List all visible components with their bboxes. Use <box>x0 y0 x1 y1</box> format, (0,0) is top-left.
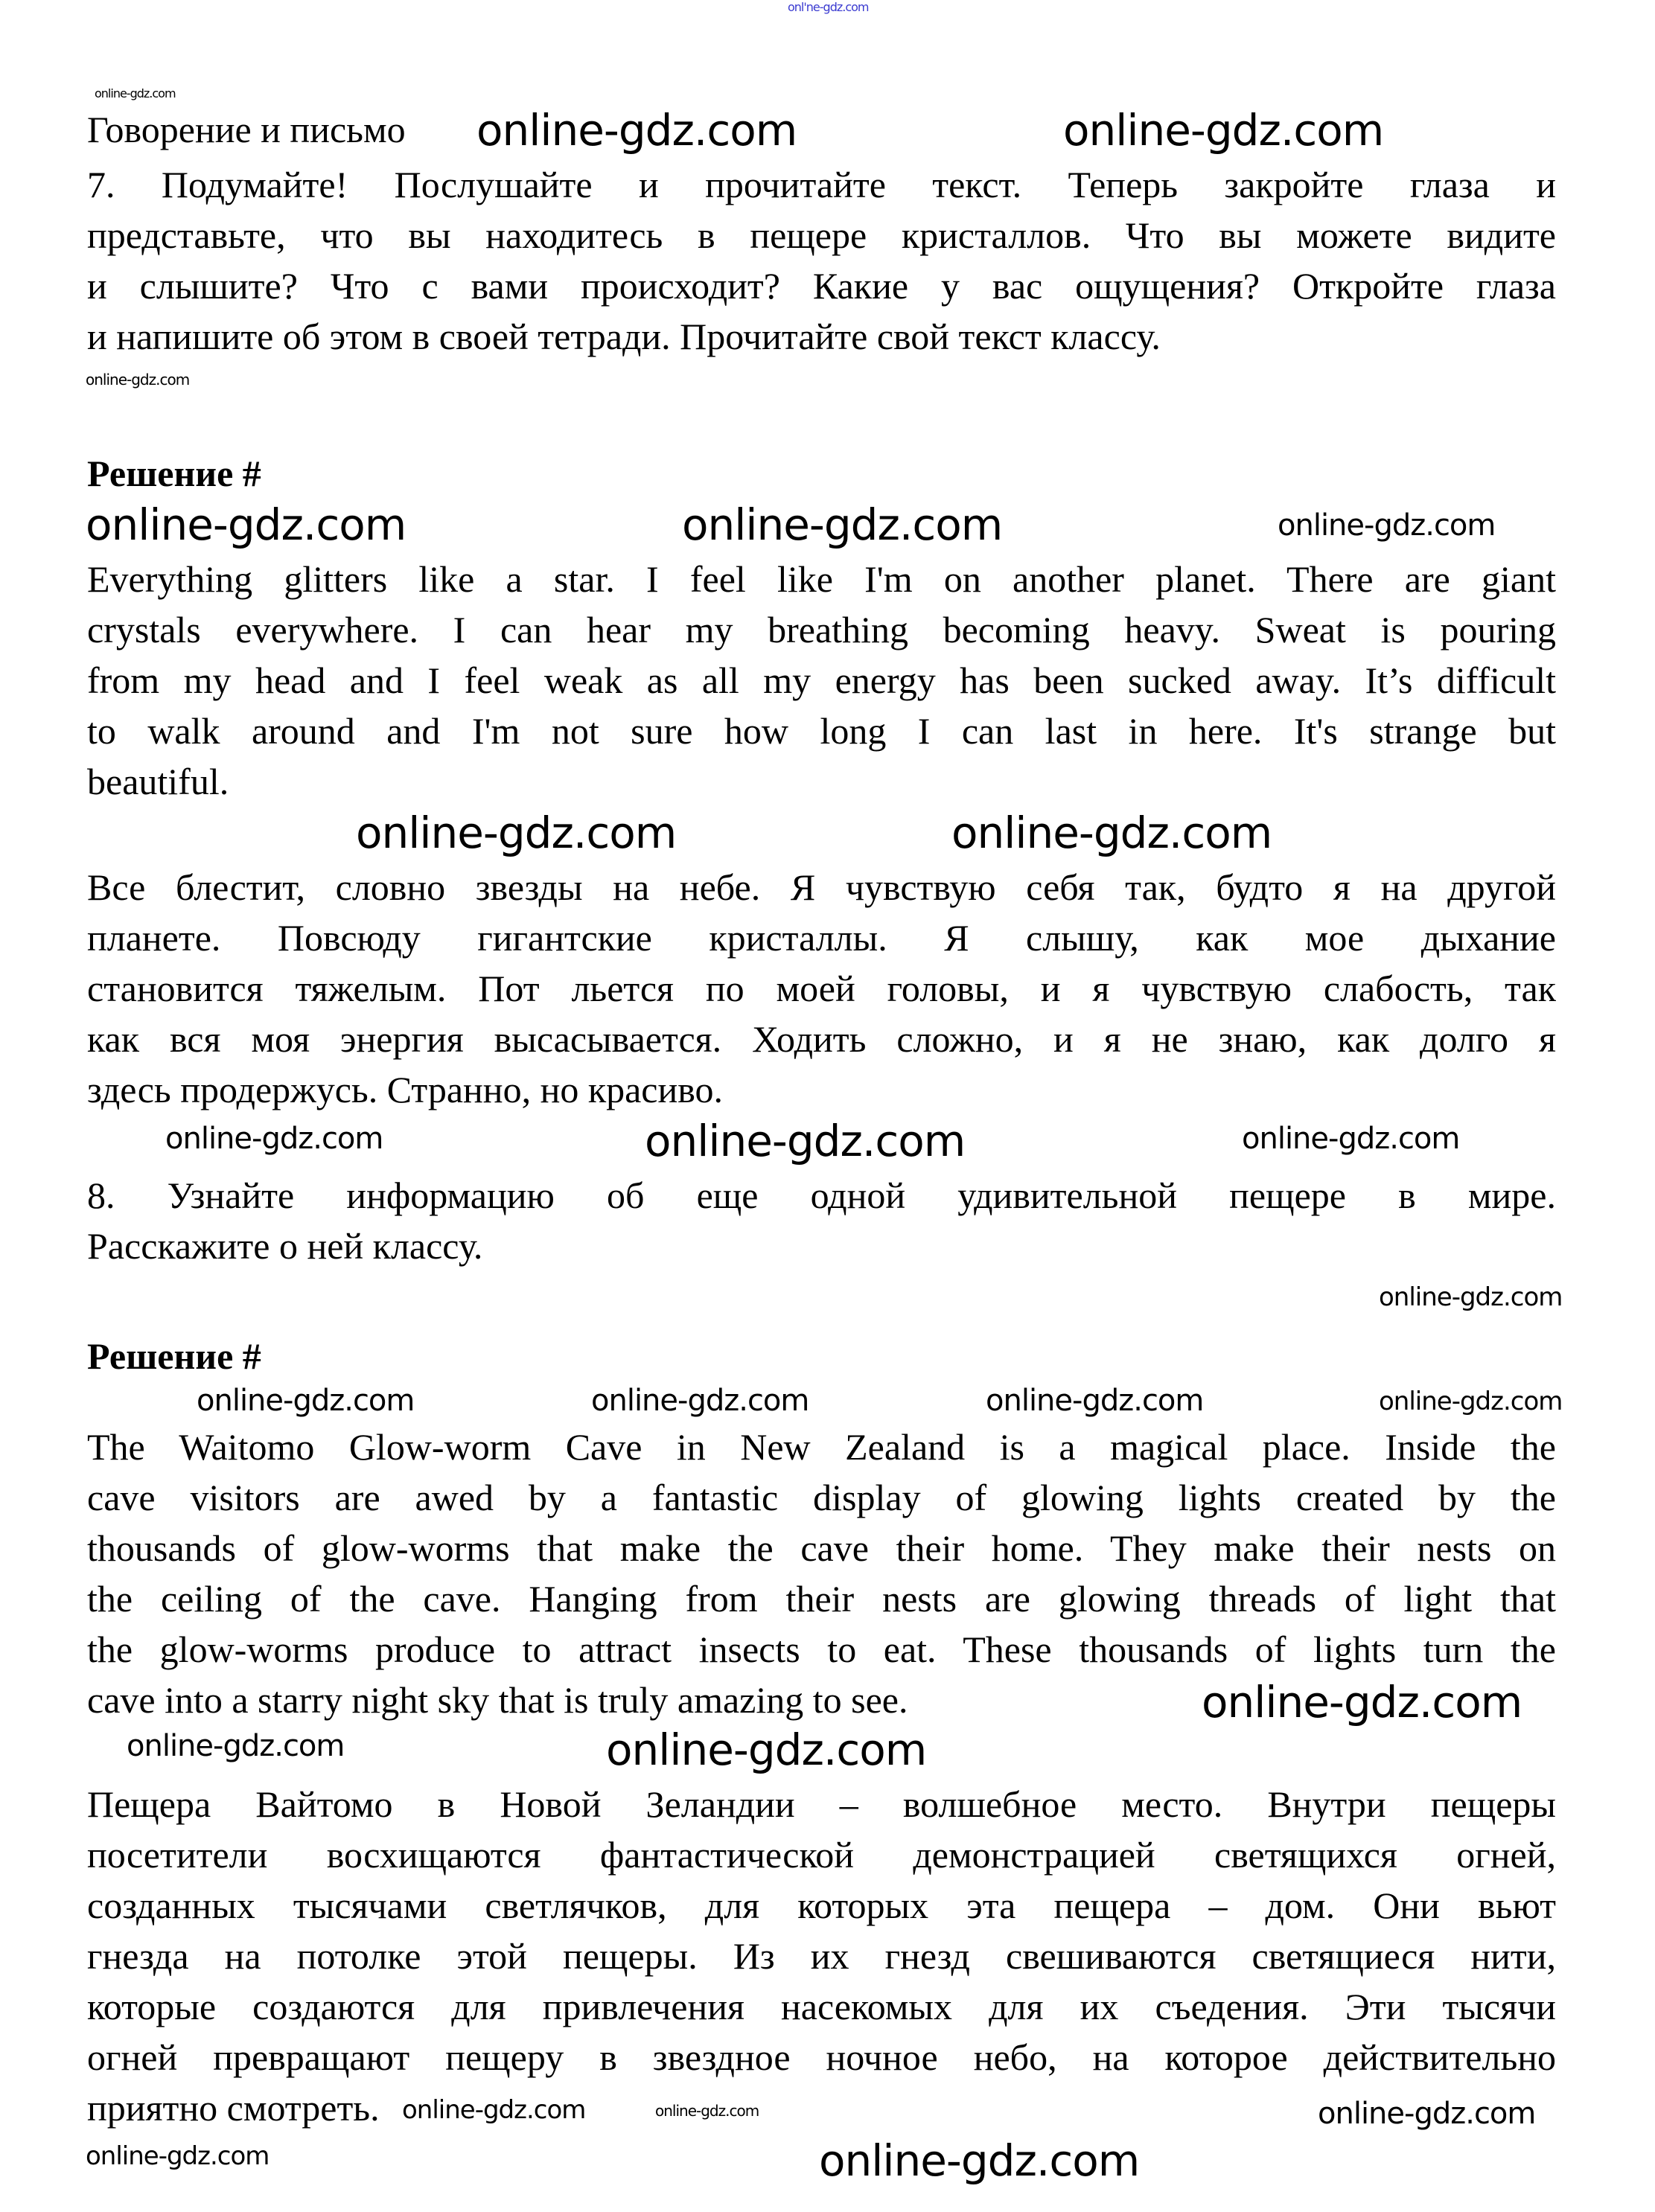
solution-7-heading: Решение # <box>87 453 261 494</box>
solution-7-english <box>87 554 1556 807</box>
watermark: online-gdz.com <box>606 1724 927 1775</box>
section-title: Говорение и письмо <box>87 109 406 150</box>
watermark: online-gdz.com <box>655 2102 759 2120</box>
watermark: online-gdz.com <box>591 1384 809 1418</box>
task-7 <box>87 159 1556 362</box>
task-7-line: 7. Подумайте! Послушайте и прочитайте текст. Теперь закройте глаза и <box>87 164 1556 205</box>
solution-8-russian-line: огней превращают пещеру в звездное ночное небо, на которое действительно <box>87 2036 1556 2078</box>
watermark: online-gdz.com <box>86 2141 270 2171</box>
solution-8-heading-block <box>87 1331 1556 1381</box>
solution-8-russian-line: Пещера Вайтомо в Новой Зеландии – волшебное место. Внутри пещеры <box>87 1783 1556 1825</box>
solution-8-english-line: cave into a starry night sky that is truly amazing to see. <box>87 1679 908 1721</box>
task-7-line: представьте, что вы находитесь в пещере кристаллов. Что вы можете видите <box>87 214 1556 256</box>
solution-8-english-line: The Waitomo Glow-worm Cave in New Zealand is a magical place. Inside the <box>87 1426 1556 1468</box>
watermark: online-gdz.com <box>1242 1122 1460 1156</box>
watermark: online-gdz.com <box>1063 105 1384 156</box>
task-8-line: 8. Узнайте информацию об еще одной удивительной пещере в мире. <box>87 1174 1556 1216</box>
solution-8-russian-line: посетители восхищаются фантастической демонстрацией светящихся огней, <box>87 1834 1556 1876</box>
watermark: online-gdz.com <box>1318 2097 1536 2131</box>
solution-7-russian-line: становится тяжелым. Пот льется по моей головы, и я чувствую слабость, так <box>87 968 1556 1009</box>
solution-7-russian <box>87 862 1556 1115</box>
watermark: online-gdz.com <box>1202 1677 1522 1727</box>
solution-8-english-line: the glow-worms produce to attract insects to eat. These thousands of lights turn the <box>87 1628 1556 1670</box>
solution-7-russian-line: здесь продержусь. Странно, но красиво. <box>87 1069 724 1110</box>
watermark: online-gdz.com <box>95 86 176 100</box>
solution-8-russian-line: гнезда на потолке этой пещеры. Из их гнезд свешиваются светящиеся нити, <box>87 1935 1556 1977</box>
solution-7-russian-line: как вся моя энергия высасывается. Ходить сложно, и я не знаю, как долго я <box>87 1018 1556 1060</box>
watermark: online-gdz.com <box>951 808 1272 858</box>
solution-7-english-line: from my head and I feel weak as all my energy has been sucked away. It’s difficult <box>87 659 1556 701</box>
task-7-line: и слышите? Что с вами происходит? Какие у вас ощущения? Откройте глаза <box>87 265 1556 307</box>
watermark: online-gdz.com <box>1379 1387 1563 1416</box>
watermark: online-gdz.com <box>86 371 190 389</box>
watermark: online-gdz.com <box>165 1122 383 1156</box>
solution-7-english-line: Everything glitters like a star. I feel like I'm on another planet. There are giant <box>87 558 1556 600</box>
solution-8-russian-line: которые создаются для привлечения насекомых для их съедения. Эти тысячи <box>87 1986 1556 2027</box>
solution-8-russian-line: приятно смотреть. <box>87 2087 380 2129</box>
watermark: online-gdz.com <box>1379 1282 1563 1312</box>
solution-8-russian-line: созданных тысячами светлячков, для которых эта пещера – дом. Они вьют <box>87 1885 1556 1926</box>
task-8-line: Расскажите о ней классу. <box>87 1225 483 1267</box>
watermark: online-gdz.com <box>127 1729 345 1763</box>
watermark-top: onl'ne-gdz.com <box>788 0 869 14</box>
watermark: online-gdz.com <box>1278 508 1496 543</box>
task-7-line: и напишите об этом в своей тетради. Прочитайте свой текст классу. <box>87 316 1161 357</box>
watermark: online-gdz.com <box>682 499 1003 550</box>
watermark: online-gdz.com <box>197 1384 415 1418</box>
watermark: online-gdz.com <box>645 1116 966 1166</box>
solution-8-russian <box>87 1779 1556 2133</box>
solution-7-english-line: crystals everywhere. I can hear my breathing becoming heavy. Sweat is pouring <box>87 609 1556 651</box>
solution-7-english-line: to walk around and I'm not sure how long I can last in here. It's strange but <box>87 710 1556 752</box>
watermark: online-gdz.com <box>356 808 677 858</box>
solution-8-english-line: the ceiling of the cave. Hanging from their nests are glowing threads of light that <box>87 1578 1556 1620</box>
solution-7-russian-line: Все блестит, словно звезды на небе. Я чувствую себя так, будто я на другой <box>87 866 1556 908</box>
watermark: online-gdz.com <box>476 105 797 156</box>
watermark: online-gdz.com <box>86 499 406 550</box>
solution-8-english-line: thousands of glow-worms that make the cave their home. They make their nests on <box>87 1527 1556 1569</box>
watermark: online-gdz.com <box>986 1384 1204 1418</box>
solution-7-heading-block <box>87 448 1556 499</box>
solution-7-russian-line: планете. Повсюду гигантские кристаллы. Я слышу, как мое дыхание <box>87 917 1556 959</box>
watermark: online-gdz.com <box>819 2135 1140 2186</box>
solution-8-heading: Решение # <box>87 1335 261 1377</box>
solution-7-english-line: beautiful. <box>87 761 229 802</box>
task-8 <box>87 1170 1556 1271</box>
solution-8-english-line: cave visitors are awed by a fantastic display of glowing lights created by the <box>87 1477 1556 1518</box>
watermark: online-gdz.com <box>402 2095 586 2125</box>
